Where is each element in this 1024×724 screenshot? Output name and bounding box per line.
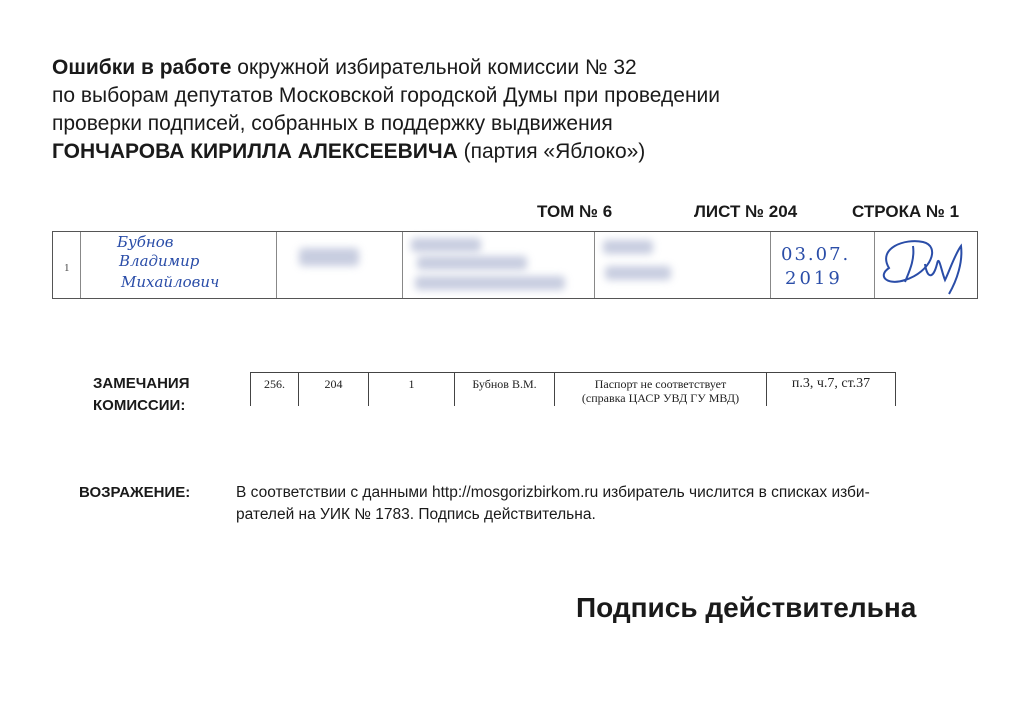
- signature-cell: [875, 232, 977, 298]
- voter-surname: Бубнов: [117, 233, 174, 251]
- remark-voter: Бубнов В.М.: [455, 373, 555, 406]
- redaction-blur: [415, 276, 565, 290]
- header-line-3: проверки подписей, собранных в поддержку выдвижения: [52, 112, 613, 135]
- candidate-name: ГОНЧАРОВА КИРИЛЛА АЛЕКСЕЕВИЧА: [52, 140, 458, 163]
- header-line-4: [52, 138, 812, 166]
- objection-text: В соответствии с данными http://mosgorizbirkom.ru избиратель числится в списках изби- рателей на УИК № 1783. Подпись действительна.: [236, 484, 870, 523]
- blurred-birth-year-cell: [277, 232, 403, 298]
- commission-remarks-label: ЗАМЕЧАНИЯ КОМИССИИ:: [93, 375, 190, 414]
- document-header: [52, 54, 812, 166]
- redaction-blur: [603, 240, 653, 254]
- header-line-1: [52, 54, 812, 82]
- remark-law-reference: п.3, ч.7, ст.37: [791, 376, 871, 391]
- blurred-address-cell: [403, 232, 595, 298]
- commission-remarks-table: [250, 372, 896, 406]
- row-number: СТРОКА № 1: [852, 202, 960, 221]
- candidate-party: (партия «Яблоко»): [457, 140, 646, 163]
- date-year: 2019: [785, 268, 843, 289]
- signing-date-cell: [771, 232, 875, 298]
- voter-name-cell: [81, 232, 277, 298]
- remark-reason: Паспорт не соответствует (справка ЦАСР УВД ГУ МВД): [555, 373, 767, 406]
- volume-number: ТОМ № 6: [537, 202, 613, 221]
- redaction-blur: [299, 248, 359, 266]
- handwritten-signature: [875, 232, 975, 298]
- row-number-cell: 1: [53, 232, 81, 298]
- voter-patronymic: Михайлович: [121, 273, 220, 291]
- signature-sheet-row: [52, 231, 978, 299]
- voter-first-name: Владимир: [119, 252, 200, 270]
- remark-sheet: 204: [299, 373, 369, 406]
- sheet-number: ЛИСТ № 204: [694, 202, 798, 221]
- header-line-2: по выборам депутатов Московской городской Думы при проведении: [52, 84, 721, 107]
- redaction-blur: [411, 238, 481, 252]
- redaction-blur: [417, 256, 527, 270]
- date-day-month: 03.07.: [781, 244, 851, 265]
- redaction-blur: [605, 266, 671, 280]
- remark-entry-number: 256.: [251, 373, 299, 406]
- remark-row: 1: [369, 373, 455, 406]
- verdict-heading: Подпись действительна: [576, 592, 917, 623]
- header-commission: окружной избирательной комиссии № 32: [231, 56, 637, 79]
- header-bold-title: Ошибки в работе: [52, 56, 232, 79]
- blurred-passport-cell: [595, 232, 771, 298]
- objection-label: ВОЗРАЖЕНИЕ:: [79, 484, 191, 501]
